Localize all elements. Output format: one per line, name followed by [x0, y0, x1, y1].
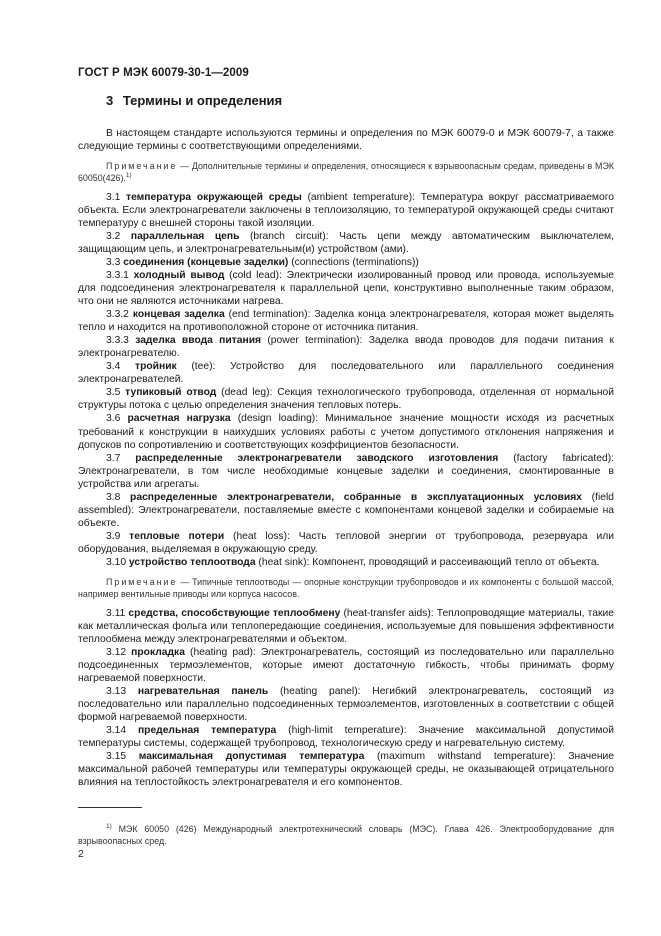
footnote-separator [78, 807, 142, 808]
term-entry [78, 334, 614, 360]
term-definition: (heat sink): Компонент, проводящий и рассеивающий тепло от объекта. [255, 557, 600, 568]
term-number: 3.15 [106, 751, 127, 763]
standard-header: ГОСТ Р МЭК 60079-30-1—2009 [78, 67, 249, 79]
term-name: нагревательная панель [137, 685, 269, 697]
document-body [78, 127, 614, 789]
term-name: параллельная цепь [130, 230, 240, 242]
term-name: температура окружающей среды [126, 191, 302, 203]
note-label: Примечание [106, 577, 178, 588]
term-name: тройник [135, 361, 177, 373]
term-definition: (connections (terminations)) [288, 256, 419, 268]
term-number: 3.8 [106, 491, 121, 503]
term-number: 3.3 [106, 256, 121, 268]
term-entry [78, 556, 614, 569]
term-entry [78, 256, 614, 269]
term-name: распределенные электронагреватели, собранные в эксплуатационных условиях [130, 491, 582, 503]
term-number: 3.11 [106, 607, 126, 619]
term-number: 3.12 [106, 646, 127, 658]
term-number: 3.2 [106, 230, 121, 242]
page-number: 2 [78, 848, 84, 860]
term-definition: (branch circuit): Часть цепи между автоматическим выключателем, защищающим цепь, и электронагревательным(и) устройством (ами). [78, 230, 614, 255]
term-number: 3.1 [106, 191, 121, 203]
term-entry [78, 308, 614, 334]
term-name: устройство теплоотвода [128, 557, 256, 568]
term-number: 3.7 [106, 452, 121, 464]
term-number: 3.14 [106, 725, 127, 737]
term-number: 3.3.1 [106, 269, 129, 281]
term-name: средства, способствующие теплообмену [128, 607, 341, 619]
term-name: заделка ввода питания [135, 335, 262, 347]
term-name: распределенные электронагреватели заводского изготовления [135, 452, 499, 464]
note-2 [78, 577, 614, 601]
term-name: соединения (концевые заделки) [123, 256, 289, 268]
term-number: 3.4 [106, 361, 121, 373]
term-name: тепловые потери [129, 530, 225, 542]
term-entry [78, 230, 614, 256]
term-definition: (maximum withstand temperature): Значение максимальной рабочей температуры или температуры окружающей среды, не оказывающей отрицательного влияния на теплостойкость электронагревателя и его компонентов. [78, 751, 614, 789]
term-definition: (field assembled): Электронагреватели, поставляемые вместе с компонентами концевой заделки и собираемые на объекте. [78, 491, 614, 529]
footnote-text: МЭК 60050 (426) Международный электротехнический словарь (МЭС). Глава 426. Электрооборудование для взрывоопасных сред. [78, 823, 614, 846]
term-number: 3.13 [106, 685, 127, 697]
terms-list-1 [78, 191, 614, 569]
term-entry [78, 646, 614, 685]
term-definition: (design loading): Минимальное значение мощности исходя из расчетных требований к конструкции в наихудших условиях работы с учетом допустимого отклонения напряжения и допусков по сопротивлению и соответствующих коэффициентов безопасности. [78, 413, 614, 451]
term-number: 3.3.2 [106, 309, 129, 321]
term-name: максимальная допустимая температура [138, 751, 365, 763]
footnote-ref: 1) [125, 171, 132, 179]
note-text: — Типичные теплоотводы — опорные конструкции трубопроводов и их компоненты с большой массой, например вентильные приводы или корпуса насосов. [78, 577, 614, 599]
term-definition: (ambient temperature): Температура вокруг рассматриваемого объекта. Если электронагреватели заключены в теплоизоляцию, то температурой окружающей среды считают температуру с внешней стороны такой изоляции. [78, 191, 614, 229]
term-entry [78, 685, 614, 724]
section-title: Термины и определения [122, 93, 283, 108]
term-number: 3.5 [106, 387, 121, 399]
section-number: 3 [106, 93, 114, 108]
term-definition: (heat loss): Часть тепловой энергии от трубопровода, резервуара или оборудования, выделяемая в окружающую среду. [78, 530, 614, 555]
footnote [78, 823, 614, 847]
term-entry [78, 269, 614, 308]
note-label: Примечание [106, 161, 178, 172]
term-name: холодный вывод [133, 269, 225, 281]
term-number: 3.3.3 [106, 335, 129, 347]
term-definition: (heat-transfer aids): Теплопроводящие материалы, такие как металлическая фольга или теплопередающие соединения, используемые для повышения эффективности теплообмена между электронагревателями и объектом. [78, 607, 614, 645]
term-name: предельная температура [137, 725, 277, 737]
term-entry [78, 724, 614, 750]
term-definition: (heating pad): Электронагреватель, состоящий из последовательно или параллельно подсоединенных термоэлементов, которые имеют достаточную гибкость, чтобы принимать форму нагреваемой поверхности. [78, 646, 614, 684]
term-entry [78, 360, 614, 386]
term-number: 3.9 [106, 530, 121, 542]
terms-list-2 [78, 607, 614, 790]
term-definition: (power termination): Заделка ввода проводов для подачи питания к электронагревателю. [78, 335, 614, 360]
term-definition: (heating panel): Негибкий электронагреватель, состоящий из последовательно или параллельно подсоединенных термоэлементов, изготовленных в соответствии с общей формой нагреваемой поверхности. [78, 685, 614, 724]
term-definition: (factory fabricated): Электронагреватели, в том числе необходимые концевые заделки и соединения, смонтированные в устройства или агрегаты. [78, 452, 614, 490]
section-heading [106, 93, 282, 108]
intro-paragraph: В настоящем стандарте используются термины и определения по МЭК 60079-0 и МЭК 60079-7, а также следующие термины с соответствующими определениями. [78, 128, 614, 153]
term-entry [78, 530, 614, 556]
term-entry [78, 412, 614, 451]
term-number: 3.6 [106, 413, 121, 425]
term-definition: (cold lead): Электрически изолированный провод или провода, используемые для подсоединения электронагревателя к параллельной цепи, конструктивно выполненные таким образом, что они не являются источниками нагрева. [78, 269, 614, 308]
term-name: прокладка [131, 646, 185, 658]
term-number: 3.10 [106, 557, 127, 568]
term-definition: (high-limit temperature): Значение максимальной допустимой температуры системы, содержащей трубопровод, технологическую среду и нагревательную систему. [78, 725, 614, 750]
term-name: концевая заделка [132, 309, 225, 321]
term-entry [78, 607, 614, 646]
footnote-mark: 1) [106, 822, 112, 830]
term-entry [78, 750, 614, 789]
note-1 [78, 161, 614, 185]
term-definition: (dead leg): Секция технологического трубопровода, отделенная от нормальной структуры потока с целью определения значения тепловых потерь. [78, 387, 614, 412]
term-entry [78, 191, 614, 230]
note-text: — Дополнительные термины и определения, относящиеся к взрывоопасным средам, приведены в МЭК 60050(426). [78, 161, 614, 183]
term-name: расчетная нагрузка [127, 413, 231, 425]
term-name: тупиковый отвод [125, 387, 217, 399]
term-entry [78, 386, 614, 412]
term-definition: (end termination): Заделка конца электронагревателя, которая может выделять тепло и находится на противоположной стороне от источника питания. [78, 309, 614, 334]
term-entry [78, 452, 614, 491]
term-entry [78, 491, 614, 530]
term-definition: (tee): Устройство для последовательного или параллельного соединения электронагревателей. [78, 361, 614, 386]
